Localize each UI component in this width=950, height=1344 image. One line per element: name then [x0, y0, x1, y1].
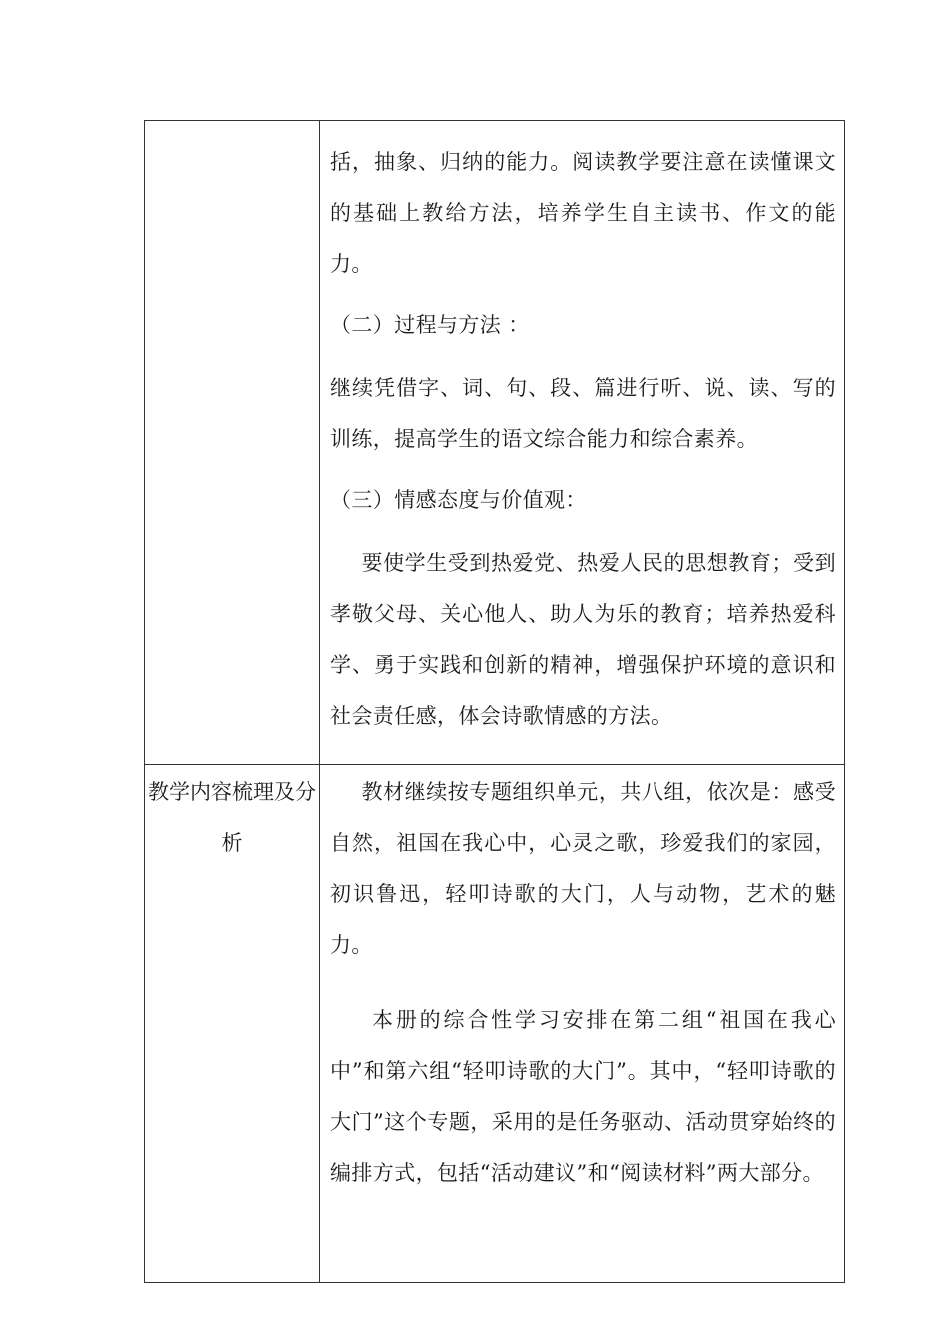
row-label-cell: [145, 121, 320, 765]
objective-paragraph: 括，抽象、归纳的能力。阅读教学要注意在读懂课文的基础上教给方法，培养学生自主读书、作文的能力。: [330, 150, 836, 276]
row-content-cell: [320, 765, 845, 1283]
comprehensive-learning-paragraph: 本册的综合性学习安排在第二组“祖国在我心中”和第六组“轻叩诗歌的大门”。其中，“轻叩诗歌的大门”这个专题，采用的是任务驱动、活动贯穿始终的编排方式，包括“活动建议”和“阅读材料”两大部分。: [330, 1008, 836, 1185]
lesson-plan-table: [144, 120, 845, 1283]
section-heading-emotion-values: （三）情感态度与价值观：: [330, 488, 587, 512]
process-method-paragraph: 继续凭借字、词、句、段、篇进行听、说、读、写的训练，提高学生的语文综合能力和综合素养。: [330, 376, 836, 451]
section-heading-process-method: （二）过程与方法 ：: [330, 313, 530, 337]
emotion-values-paragraph: 要使学生受到热爱党、热爱人民的思想教育；受到孝敬父母、关心他人、助人为乐的教育；培养热爱科学、勇于实践和创新的精神，增强保护环境的意识和社会责任感，体会诗歌情感的方法。: [330, 551, 836, 728]
row-label-cell: [145, 765, 320, 1283]
table-row: [145, 121, 845, 765]
content-analysis-paragraph: 教材继续按专题组织单元，共八组，依次是：感受自然，祖国在我心中，心灵之歌，珍爱我们的家园，初识鲁迅，轻叩诗歌的大门，人与动物，艺术的魅力。: [330, 780, 836, 957]
row-label: 教学内容梳理及分析: [148, 780, 316, 855]
row-content-cell: [320, 121, 845, 765]
table-row: [145, 765, 845, 1283]
